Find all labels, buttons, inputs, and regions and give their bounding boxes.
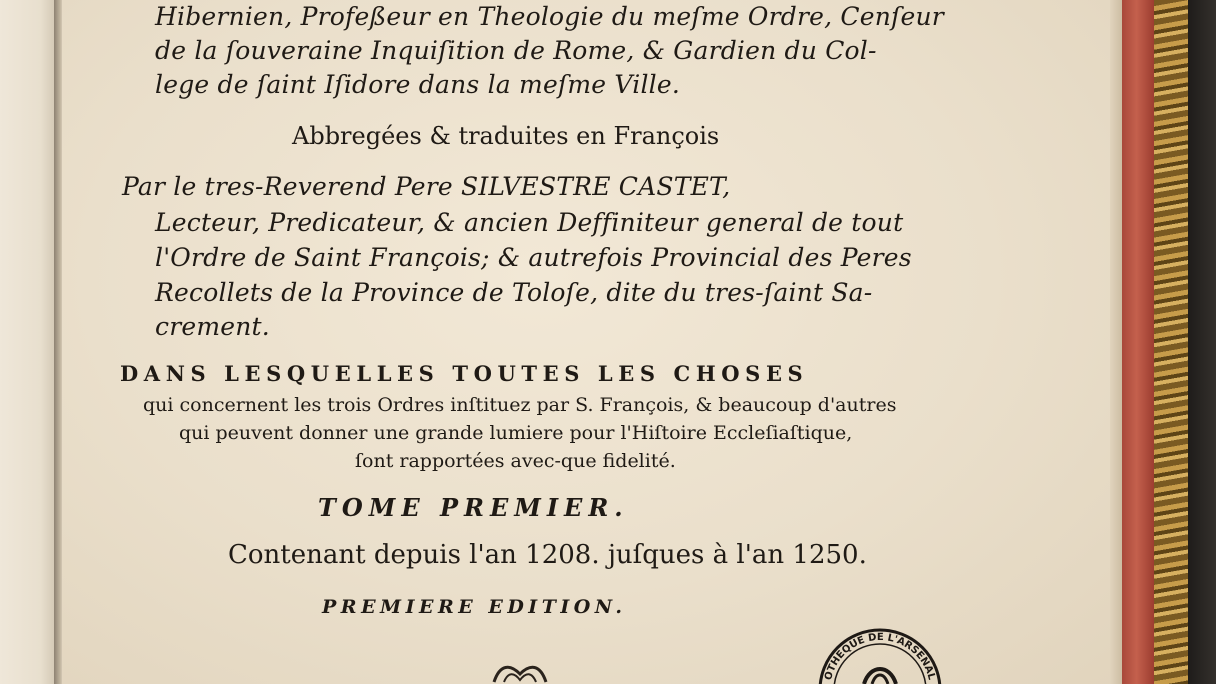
gilt-binding-spine (1154, 0, 1188, 684)
date-range-line: Contenant depuis l'an 1208. juſques à l'an 1250. (228, 540, 867, 570)
translator-line-2: Lecteur, Predicateur, & ancien Deffiniteur general de tout (155, 208, 904, 237)
translator-line-3: l'Ordre de Saint François; & autrefois Provincial des Peres (155, 243, 912, 272)
author-line-1: Hibernien, Profeßeur en Theologie du meſme Ordre, Cenſeur (155, 2, 944, 31)
edition-line: PREMIERE EDITION. (322, 596, 627, 618)
red-page-edges (1122, 0, 1154, 684)
facing-page-edge (0, 0, 58, 684)
title-page (62, 0, 1122, 684)
contents-heading: DANS LESQUELLES TOUTES LES CHOSES (120, 361, 809, 386)
translator-line-4: Recollets de la Province de Toloſe, dite du tres-ſaint Sa- (155, 278, 873, 307)
translator-line-1: Par le tres-Reverend Pere SILVESTRE CASTET, (122, 172, 731, 201)
contents-line-3: ſont rapportées avec-que fidelité. (355, 450, 676, 472)
svg-text:OTHEQUE DE L'ARSENAL: OTHEQUE DE L'ARSENAL (822, 631, 937, 682)
translator-line-5: crement. (155, 312, 270, 341)
author-line-2: de la ſouveraine Inquiſition de Rome, & Gardien du Col- (155, 36, 877, 65)
volume-title: TOME PREMIER. (318, 493, 629, 522)
author-line-3: lege de ſaint Iſidore dans la meſme Ville. (155, 70, 680, 99)
contents-line-1: qui concernent les trois Ordres inſtituez par S. François, & beaucoup d'autres (143, 394, 897, 416)
abridged-line: Abbregées & traduites en François (292, 122, 720, 150)
contents-line-2: qui peuvent donner une grande lumiere pour l'Hiſtoire Eccleſiaſtique, (179, 422, 853, 444)
printer-ornament (490, 660, 550, 684)
library-stamp (812, 620, 948, 684)
book-cover (1188, 0, 1216, 684)
